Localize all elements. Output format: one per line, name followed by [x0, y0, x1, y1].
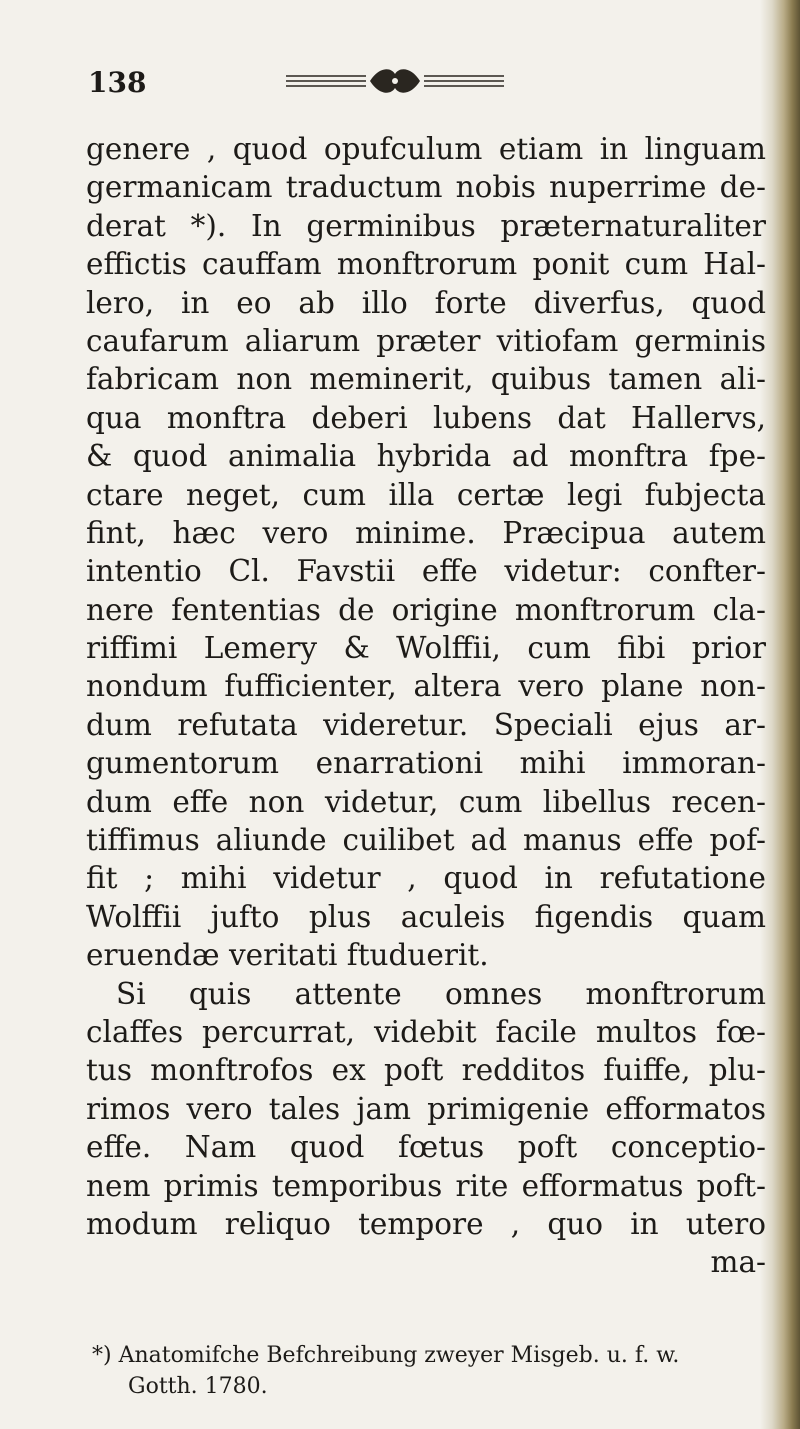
text-line: fit ; mihi videtur , quod in refutatione	[86, 861, 766, 896]
header-ornament	[282, 64, 508, 98]
text-line: eruendæ veritati ftuduerit.	[86, 938, 489, 973]
text-line: intentio Cl. Favstii effe videtur: confter-	[86, 554, 766, 589]
text-line: rimos vero tales jam primigenie efformatos	[86, 1091, 766, 1126]
text-line: fint, hæc vero minime. Præcipua autem	[86, 515, 766, 550]
footnote-line-1: *) Anatomifche Befchreibung zweyer Misgeb. u. f. w.	[92, 1343, 680, 1368]
text-line: effe. Nam quod fœtus poft conceptio-	[86, 1130, 766, 1165]
page-spine-shadow	[760, 0, 800, 1429]
text-line: gumentorum enarrationi mihi immoran-	[86, 746, 766, 781]
text-line: nem primis temporibus rite efformatus poft-	[86, 1168, 766, 1203]
text-line: dum refutata videretur. Speciali ejus ar-	[86, 707, 766, 742]
text-line: Si quis attente omnes monftrorum	[116, 976, 766, 1011]
text-line: modum reliquo tempore , quo in utero	[86, 1206, 766, 1241]
page-number: 138	[88, 66, 147, 99]
text-line: derat *). In germinibus præternaturaliter	[86, 208, 766, 243]
text-line: ctare neget, cum illa certæ legi fubjecta	[86, 477, 766, 512]
main-text	[86, 130, 766, 1282]
text-line: qua monftra deberi lubens dat Hallervs,	[86, 400, 766, 435]
text-line: dum effe non videtur, cum libellus recen-	[86, 784, 766, 819]
text-line: Wolffii jufto plus aculeis figendis quam	[86, 899, 766, 934]
text-line: caufarum aliarum præter vitiofam germinis	[86, 323, 766, 358]
text-line: ma-	[710, 1245, 766, 1280]
text-line: lero, in eo ab illo forte diverfus, quod	[86, 285, 766, 320]
text-line: tus monftrofos ex poft redditos fuiffe, plu-	[86, 1053, 766, 1088]
text-line: fabricam non meminerit, quibus tamen ali-	[86, 362, 766, 397]
text-line: tiffimus aliunde cuilibet ad manus effe pof-	[86, 823, 766, 858]
text-line: & quod animalia hybrida ad monftra fpe-	[86, 439, 766, 474]
footnote-line-2: Gotth. 1780.	[128, 1374, 268, 1399]
text-line: claffes percurrat, videbit facile multos fœ-	[86, 1014, 766, 1049]
text-line: genere , quod opufculum etiam in linguam	[86, 132, 766, 166]
text-line: germanicam traductum nobis nuperrime de-	[86, 170, 766, 205]
footnote	[92, 1340, 752, 1402]
text-line: nere fententias de origine monftrorum cla-	[86, 592, 766, 627]
text-line: effictis cauffam monftrorum ponit cum Hal-	[86, 247, 766, 282]
text-line: nondum fufficienter, altera vero plane non-	[86, 669, 766, 704]
text-line: riffimi Lemery & Wolffii, cum fibi prior	[86, 631, 766, 666]
